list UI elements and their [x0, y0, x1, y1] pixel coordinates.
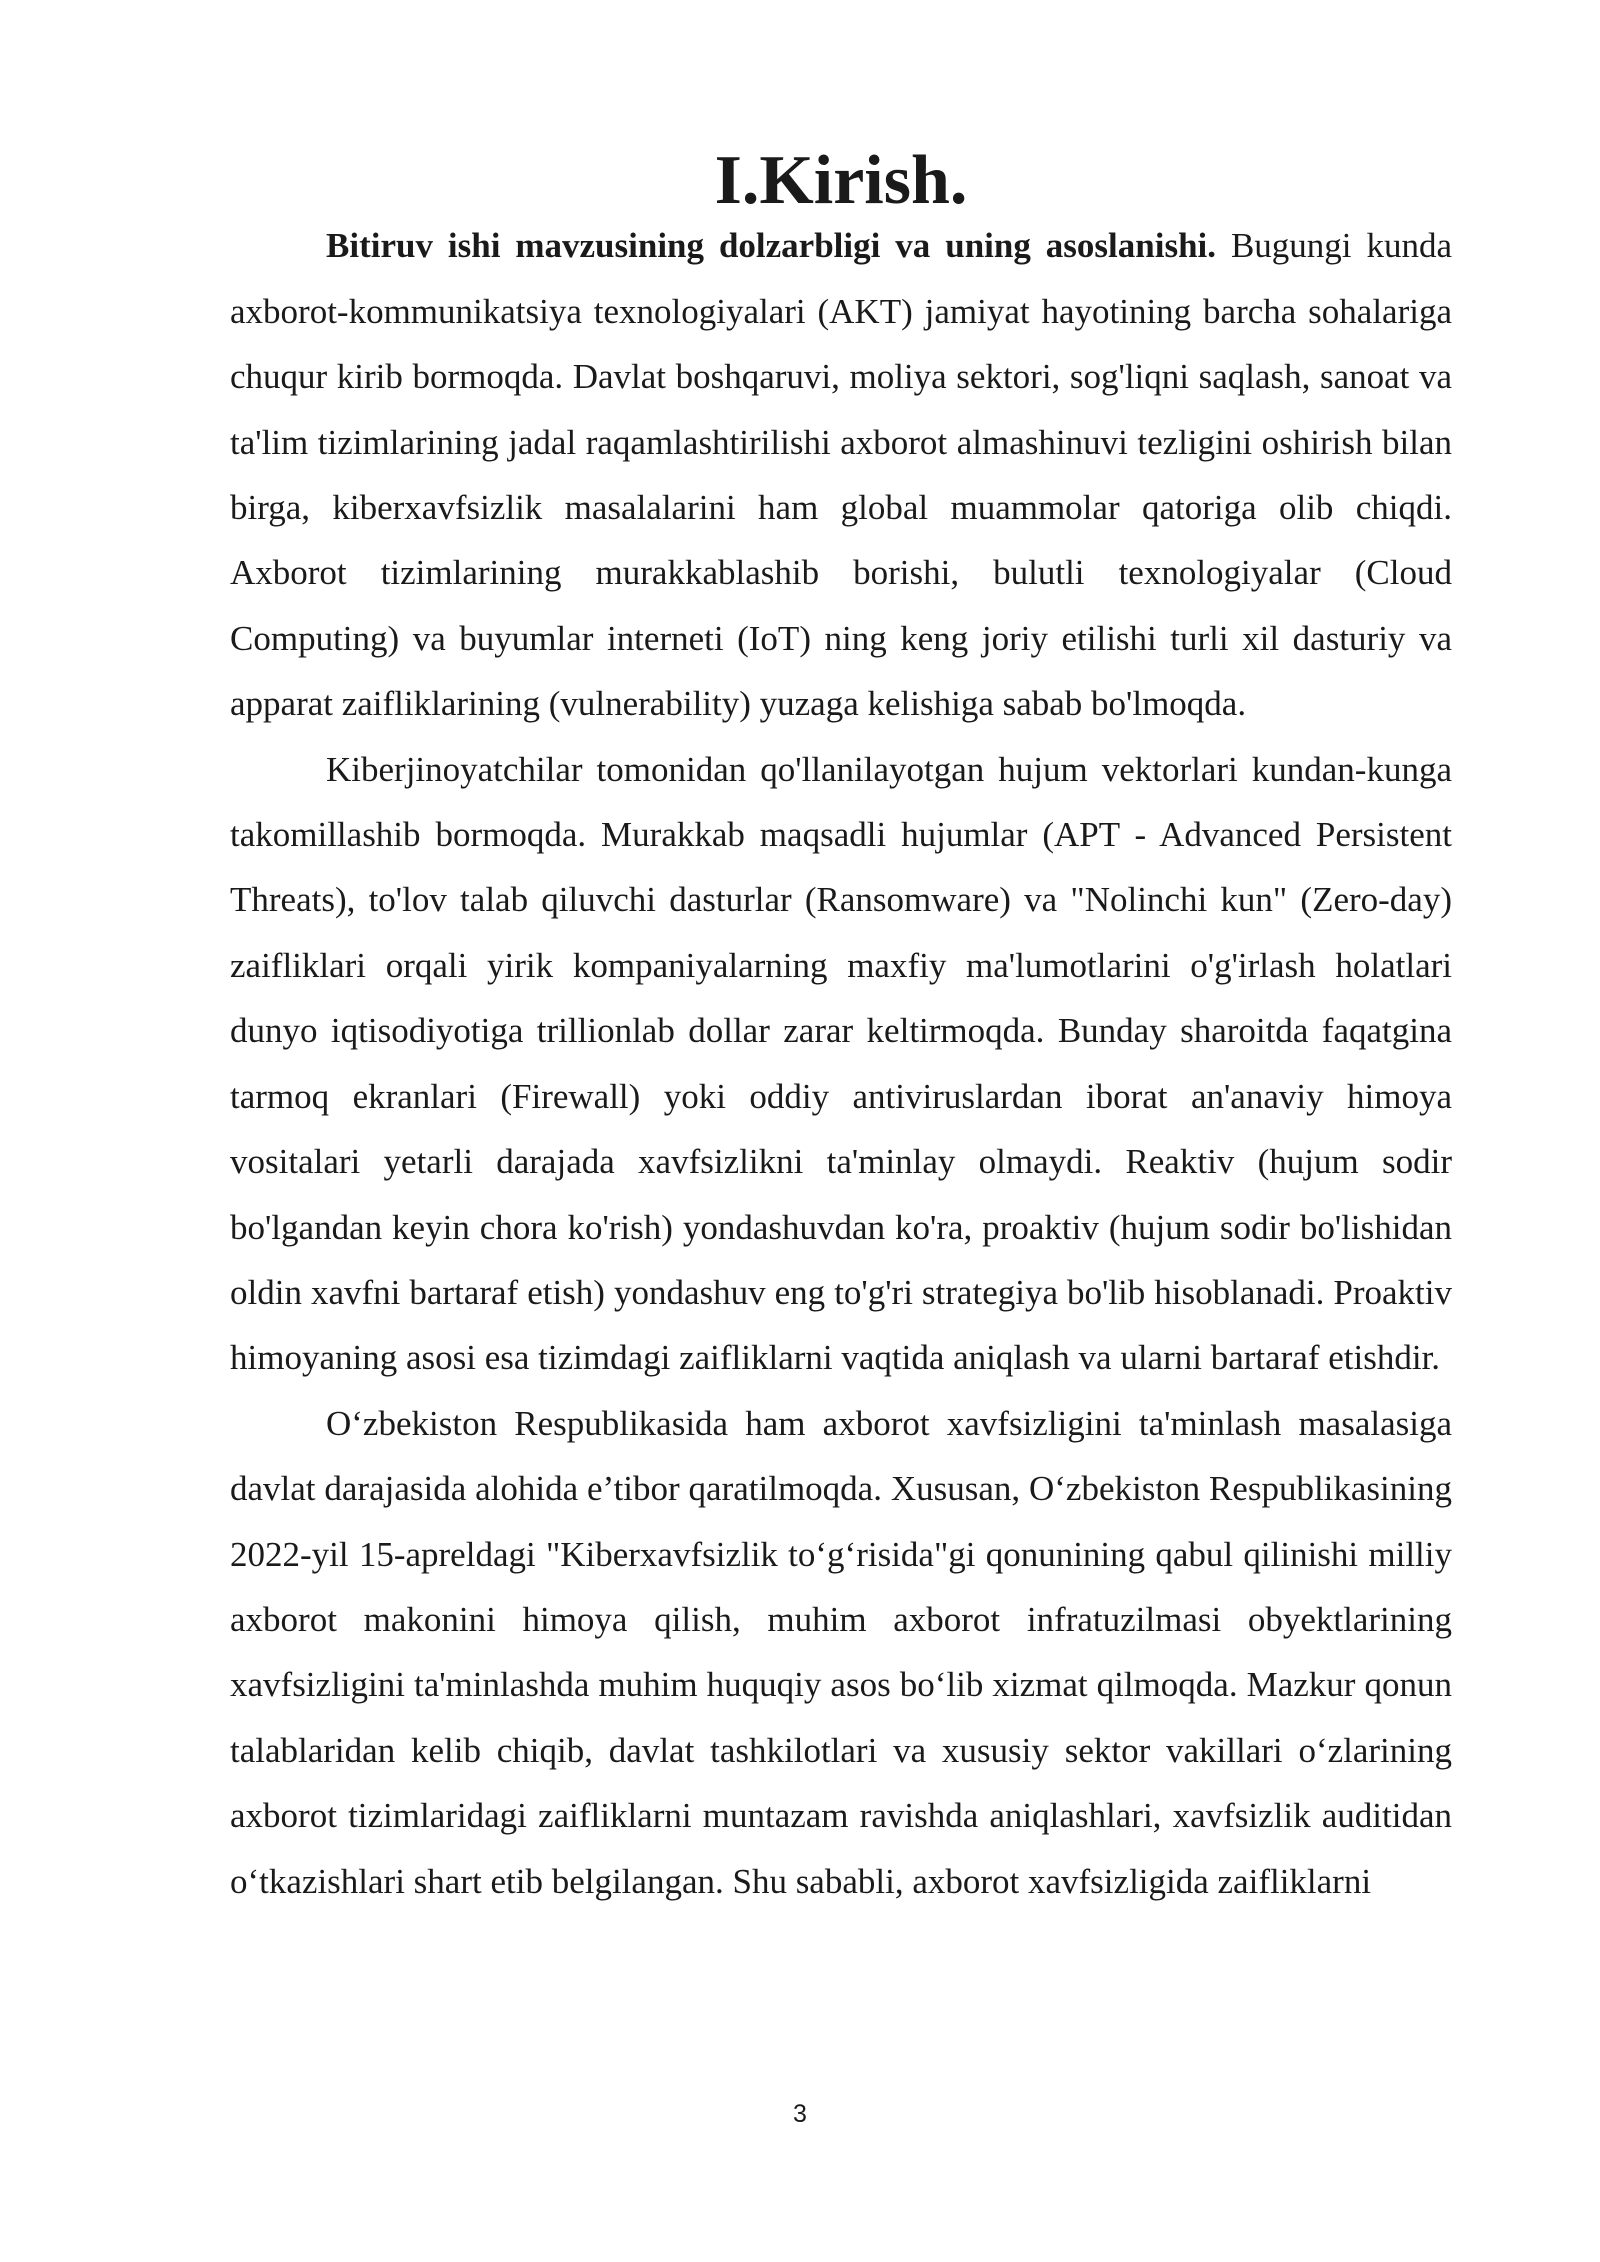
paragraph-relevance: [230, 213, 1452, 736]
paragraph-lead: Bitiruv ishi mavzusining dolzarbligi va uning asoslanishi.: [326, 226, 1217, 266]
paragraph-legislation: [230, 1391, 1452, 1914]
paragraph-threats: [230, 737, 1452, 1391]
page-number: 3: [793, 2100, 807, 2128]
document-body: [230, 142, 1452, 1914]
section-title: I.Kirish.: [714, 142, 968, 219]
paragraph-text: Bugungi kunda axborot-kommunikatsiya texnologiyalari (AKT) jamiyat hayotining barcha sohalariga chuqur kirib bormoqda. Davlat boshqaruvi, moliya sektori, sog'liqni saqlash, sanoat va ta'lim tizimlarining jadal raqamlashtirilishi axborot almashinuvi tezligini oshirish bilan birga, kiberxavfsizlik masalalarini ham global muammolar qatoriga olib chiqdi. Axborot tizimlarining murakkablashib borishi, bulutli texnologiyalar (Cloud Computing) va buyumlar interneti (IoT) ning keng joriy etilishi turli xil dasturiy va apparat zaifliklarining (vulnerability) yuzaga kelishiga sabab bo'lmoqda.: [230, 226, 1452, 724]
paragraph-text: O‘zbekiston Respublikasida ham axborot xavfsizligini ta'minlash masalasiga davlat darajasida alohida e’tibor qaratilmoqda. Xususan, O‘zbekiston Respublikasining 2022-yil 15-apreldagi "Kiberxavfsizlik to‘g‘risida"gi qonunining qabul qilinishi milliy axborot makonini himoya qilish, muhim axborot infratuzilmasi obyektlarining xavfsizligini ta'minlashda muhim huquqiy asos bo‘lib xizmat qilmoqda. Mazkur qonun talablaridan kelib chiqib, davlat tashkilotlari va xususiy sektor vakillari o‘zlarining axborot tizimlaridagi zaifliklarni muntazam ravishda aniqlashlari, xavfsizlik auditidan o‘tkazishlari shart etib belgilangan. Shu sababli, axborot xavfsizligida zaifliklarni: [230, 1403, 1452, 1901]
paragraph-text: Kiberjinoyatchilar tomonidan qo'llanilayotgan hujum vektorlari kundan-kunga takomillashib bormoqda. Murakkab maqsadli hujumlar (APT - Advanced Persistent Threats), to'lov talab qiluvchi dasturlar (Ransomware) va "Nolinchi kun" (Zero-day) zaifliklari orqali yirik kompaniyalarning maxfiy ma'lumotlarini o'g'irlash holatlari dunyo iqtisodiyotiga trillionlab dollar zarar keltirmoqda. Bunday sharoitda faqatgina tarmoq ekranlari (Firewall) yoki oddiy antiviruslardan iborat an'anaviy himoya vositalari yetarli darajada xavfsizlikni ta'minlay olmaydi. Reaktiv (hujum sodir bo'lgandan keyin chora ko'rish) yondashuvdan ko'ra, proaktiv (hujum sodir bo'lishidan oldin xavfni bartaraf etish) yondashuv eng to'g'ri strategiya bo'lib hisoblanadi. Proaktiv himoyaning asosi esa tizimdagi zaifliklarni vaqtida aniqlash va ularni bartaraf etishdir.: [230, 749, 1452, 1378]
